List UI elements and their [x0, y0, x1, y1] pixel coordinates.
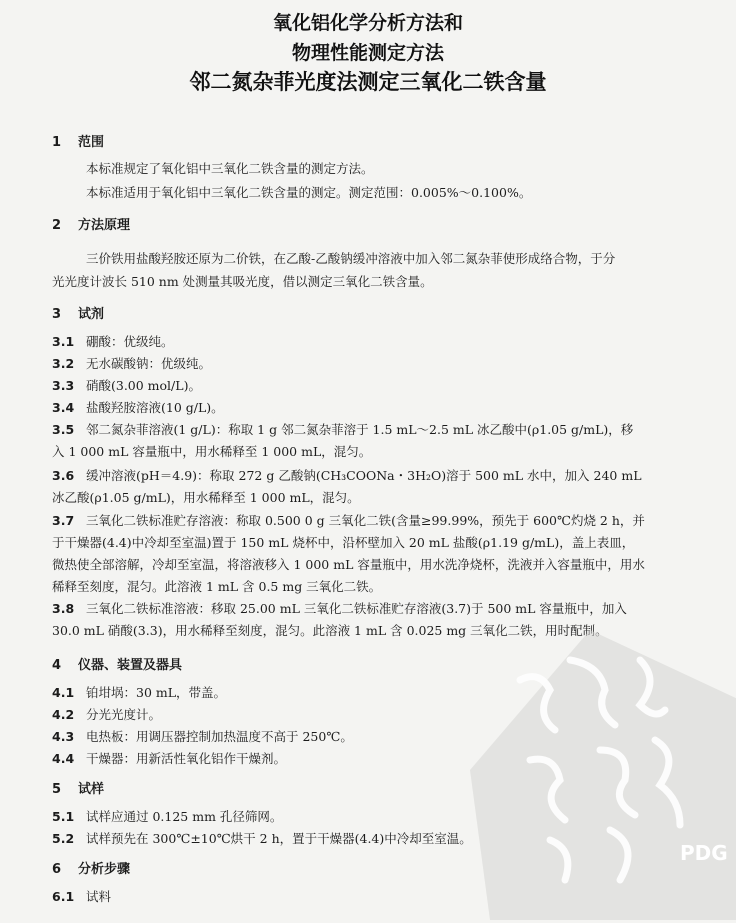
item-3-1: 3.1 硼酸：优级纯。: [52, 334, 174, 349]
item-4-4: 4.4 干燥器：用新活性氧化铝作干燥剂。: [52, 751, 287, 766]
item-3-5-line-2: 入 1 000 mL 容量瓶中，用水稀释至 1 000 mL，混匀。: [52, 444, 372, 459]
s1-paragraph-2: 本标准适用于氧化铝中三氧化二铁含量的测定。测定范围：0.005%～0.100%。: [86, 185, 532, 200]
section-4-heading: 4 仪器、装置及器具: [52, 658, 183, 673]
section-1-heading: 1 范围: [52, 135, 105, 150]
title-line-1: 氧化铝化学分析方法和: [272, 12, 463, 34]
watermark-label: PDG: [680, 841, 728, 865]
item-3-6-line-1: 3.6 缓冲溶液(pH＝4.9)：称取 272 g 乙酸钠(CH₃COONa・3H₂O)溶于 500 mL 水中，加入 240 mL: [52, 468, 642, 483]
item-3-7-line-2: 于干燥器(4.4)中冷却至室温)置于 150 mL 烧杯中，沿杯壁加入 20 mL 盐酸(ρ1.19 g/mL)，盖上表皿，: [52, 535, 635, 550]
item-3-7-line-4: 稀释至刻度，混匀。此溶液 1 mL 含 0.5 mg 三氧化二铁。: [52, 579, 382, 594]
item-3-8-line-2: 30.0 mL 硝酸(3.3)，用水稀释至刻度，混匀。此溶液 1 mL 含 0.025 mg 三氧化二铁，用时配制。: [52, 623, 608, 638]
s2-paragraph-line-1: 三价铁用盐酸羟胺还原为二价铁，在乙酸-乙酸钠缓冲溶液中加入邻二氮杂菲使形成络合物，于分: [86, 251, 616, 266]
item-3-2: 3.2 无水碳酸钠：优级纯。: [52, 356, 212, 371]
watermark-seal-icon: [450, 620, 736, 920]
item-3-6-line-2: 冰乙酸(ρ1.05 g/mL)，用水稀释至 1 000 mL，混匀。: [52, 490, 360, 505]
item-4-2: 4.2 分光光度计。: [52, 707, 162, 722]
s1-paragraph-1: 本标准规定了氧化铝中三氧化二铁含量的测定方法。: [86, 161, 374, 176]
item-3-3: 3.3 硝酸(3.00 mol/L)。: [52, 378, 201, 393]
item-6-1: 6.1 试料: [52, 889, 112, 904]
item-3-4: 3.4 盐酸羟胺溶液(10 g/L)。: [52, 400, 224, 415]
section-2-heading: 2 方法原理: [52, 218, 131, 233]
s2-paragraph-line-2: 光光度计波长 510 nm 处测量其吸光度，借以测定三氧化二铁含量。: [52, 274, 433, 289]
title-line-2: 物理性能测定方法: [291, 42, 444, 64]
item-3-7-line-3: 微热使全部溶解，冷却至室温，将溶液移入 1 000 mL 容量瓶中，用水洗净烧杯，洗液并入容量瓶中，用水: [52, 557, 645, 572]
item-5-2: 5.2 试样预先在 300℃±10℃烘干 2 h，置于干燥器(4.4)中冷却至室温。: [52, 831, 472, 846]
item-5-1: 5.1 试样应通过 0.125 mm 孔径筛网。: [52, 809, 283, 824]
section-5-heading: 5 试样: [52, 782, 105, 797]
title-line-3: 邻二氮杂菲光度法测定三氧化二铁含量: [189, 70, 547, 94]
section-3-heading: 3 试剂: [52, 307, 105, 322]
item-3-8-line-1: 3.8 三氧化二铁标准溶液：移取 25.00 mL 三氧化二铁标准贮存溶液(3.7)于 500 mL 容量瓶中，加入: [52, 601, 627, 616]
item-3-5-line-1: 3.5 邻二氮杂菲溶液(1 g/L)：称取 1 g 邻二氮杂菲溶于 1.5 mL～2.5 mL 冰乙酸中(ρ1.05 g/mL)，移: [52, 422, 634, 437]
item-3-7-line-1: 3.7 三氧化二铁标准贮存溶液：称取 0.500 0 g 三氧化二铁(含量≥99.99%，预先于 600℃灼烧 2 h，并: [52, 513, 645, 528]
item-4-3: 4.3 电热板：用调压器控制加热温度不高于 250℃。: [52, 729, 353, 744]
section-6-heading: 6 分析步骤: [52, 862, 131, 877]
item-4-1: 4.1 铂坩埚：30 mL，带盖。: [52, 685, 227, 700]
